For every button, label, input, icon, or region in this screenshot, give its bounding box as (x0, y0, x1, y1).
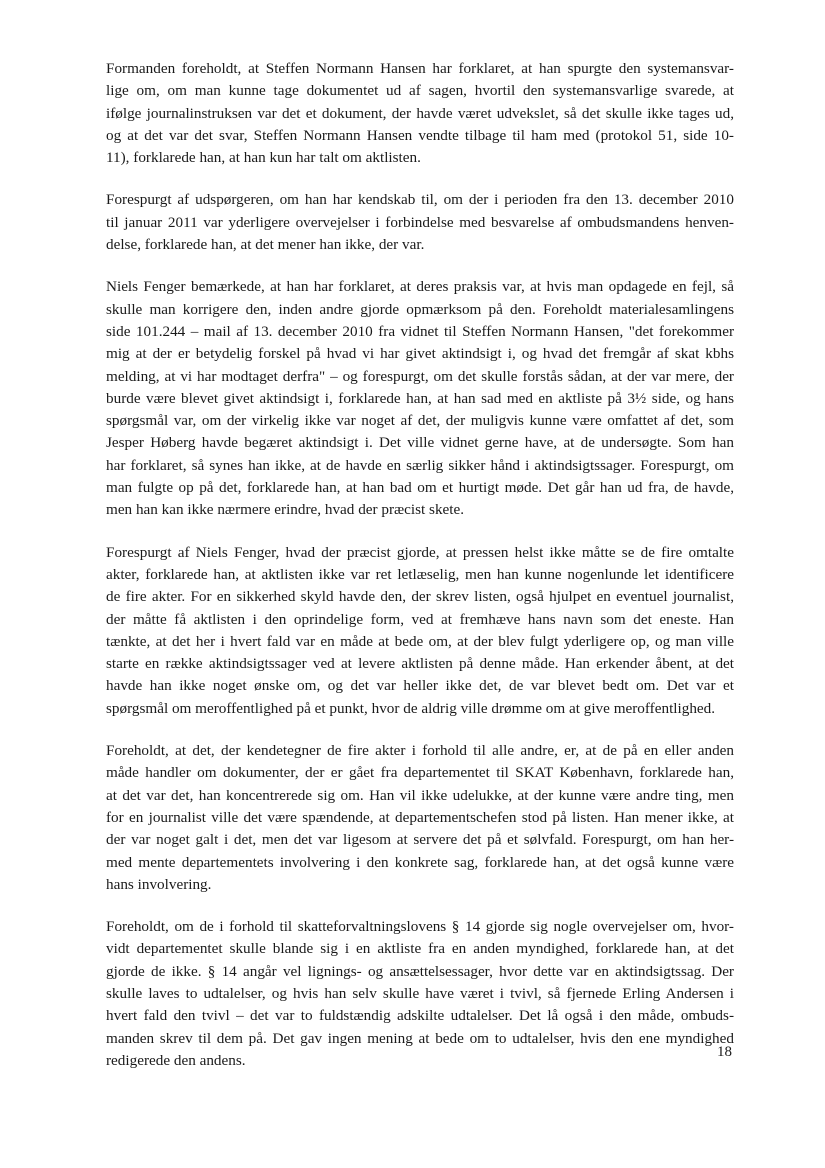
text-line: ifølge journalinstruksen var det et dokument, der havde været udvekslet, så det skulle ikke tages ud, (106, 104, 734, 122)
text-line: måde handler om dokumenter, der er gået fra departementet til SKAT København, forklarede han, (106, 764, 734, 782)
text-line: gjorde de ikke. § 14 angår vel lignings- og ansættelsessager, hvor dette var en aktindsigtssag. Der (106, 962, 734, 980)
text-line: Foreholdt, at det, der kendetegner de fire akter i forhold til alle andre, er, at de på en eller anden (106, 742, 734, 760)
text-line: der måtte få aktlisten i den oprindelige form, ved at fremhæve hans navn som det eneste. Han (106, 610, 734, 628)
paragraph (106, 58, 734, 169)
text-line: der var noget galt i det, men det var ligesom at servere det på et sølvfald. Forespurgt, om han her- (106, 831, 734, 849)
text-line: Foreholdt, om de i forhold til skatteforvaltningslovens § 14 gjorde sig nogle overvejelser om, hvor- (106, 918, 734, 936)
text-line: starte en række aktindsigtssager ved at levere aktlisten på denne måde. Han erkender åbent, at det (106, 655, 734, 673)
text-line: akter, forklarede han, at aktlisten ikke var ret letlæselig, men han kunne nogenlunde let identificere (106, 565, 734, 583)
text-line: med mente departementets involvering i den konkrete sag, forklarede han, at det også kunne være (106, 853, 734, 871)
text-line: hvert fald den tvivl – det var to fuldstændig adskilte udtalelser. Det lå også i den måde, ombuds- (106, 1007, 734, 1025)
text-line: men han kan ikke nærmere erindre, hvad der præcist skete. (106, 501, 465, 519)
paragraph (106, 740, 734, 896)
text-line: har forklaret, så synes han ikke, at de havde en særlig sikker hånd i aktindsigtssager. Forespurgt, om (106, 456, 734, 474)
text-line: og at det var det svar, Steffen Normann Hansen vendte tilbage til ham med (protokol 51, side 10- (106, 126, 734, 144)
text-line: skulle man korrigere den, inden andre gjorde opmærksom på den. Foreholdt materialesamlingens (106, 300, 734, 318)
text-line: redigerede den andens. (106, 1051, 246, 1069)
text-line: de fire akter. For en sikkerhed skyld havde den, der skrev listen, også hjulpet en eventuel journalist, (106, 588, 734, 606)
text-line: Forespurgt af udspørgeren, om han har kendskab til, om der i perioden fra den 13. december 2010 (106, 191, 734, 209)
text-line: til januar 2011 var yderligere overvejelser i forbindelse med besvarelse af ombudsmandens henven- (106, 213, 734, 231)
text-line: havde han ikke noget ønske om, og det var heller ikke det, de var blevet bedt om. Det var et (106, 677, 734, 695)
text-line: spørgsmål var, om der virkelig ikke var noget af det, der muligvis kunne være omfattet af det, som (106, 412, 734, 430)
text-line: spørgsmål om meroffentlighed på et punkt, hvor de aldrig ville drømme om at give meroffentlighed. (106, 699, 716, 717)
paragraph (106, 276, 734, 521)
text-line: Jesper Høberg havde begæret aktindsigt i. Det ville vidnet gerne have, at de undersøgte. Som han (106, 434, 734, 452)
text-line: burde være blevet givet aktindsigt i, forklarede han, at han sad med en aktliste på 3½ side, og hans (106, 389, 734, 407)
text-line: delse, forklarede han, at det mener han ikke, der var. (106, 236, 425, 254)
text-line: Niels Fenger bemærkede, at han har forklaret, at deres praksis var, at hvis man opdagede en fejl, så (106, 278, 734, 296)
text-line: for en journalist ville det være spændende, at departementschefen stod på listen. Han mener ikke, at (106, 808, 734, 826)
text-line: lige om, om man kunne tage dokumentet ud af sagen, hvortil den systemansvarlige svarede, at (106, 82, 734, 100)
paragraph (106, 916, 734, 1072)
text-line: Formanden foreholdt, at Steffen Normann Hansen har forklaret, at han spurgte den systemansvar- (106, 60, 734, 77)
text-line: melding, at vi har modtaget derfra" – og forespurgt, om det skulle forstås sådan, at der var mere, der (106, 367, 734, 385)
text-line: vidt departementet skulle blande sig i en aktliste fra en anden myndighed, forklarede han, at det (106, 940, 734, 958)
text-line: man fulgte op på det, forklarede han, at han bad om et hurtigt møde. Det går han ud fra, de havde, (106, 479, 734, 497)
paragraph (106, 189, 734, 256)
text-line: at det var det, han koncentrerede sig om. Han vil ikke udelukke, at der kunne være andre ting, men (106, 786, 734, 804)
text-line: hans involvering. (106, 875, 212, 893)
text-line: manden skrev til dem på. Det gav ingen mening at bede om to udtalelser, hvis den ene myndighed (106, 1029, 734, 1047)
page-number: 18 (717, 1044, 732, 1060)
paragraph (106, 542, 734, 720)
text-line: tænkte, at det her i hvert fald var en måde at bede om, at der blev fulgt yderligere op, og man ville (106, 632, 734, 650)
document-body (106, 58, 734, 1092)
text-line: mig at der er betydelig forskel på hvad vi har givet aktindsigt i, og hvad det fremgår af skat kbhs (106, 345, 734, 363)
text-line: skulle laves to udtalelser, og hvis han selv skulle have været i tvivl, så fjernede Erling Andersen i (106, 984, 734, 1002)
text-line: Forespurgt af Niels Fenger, hvad der præcist gjorde, at pressen helst ikke måtte se de fire omtalte (106, 543, 734, 561)
text-line: 11), forklarede han, at han kun har talt om aktlisten. (106, 149, 421, 167)
text-line: side 101.244 – mail af 13. december 2010 fra vidnet til Steffen Normann Hansen, "det forekommer (106, 322, 734, 340)
